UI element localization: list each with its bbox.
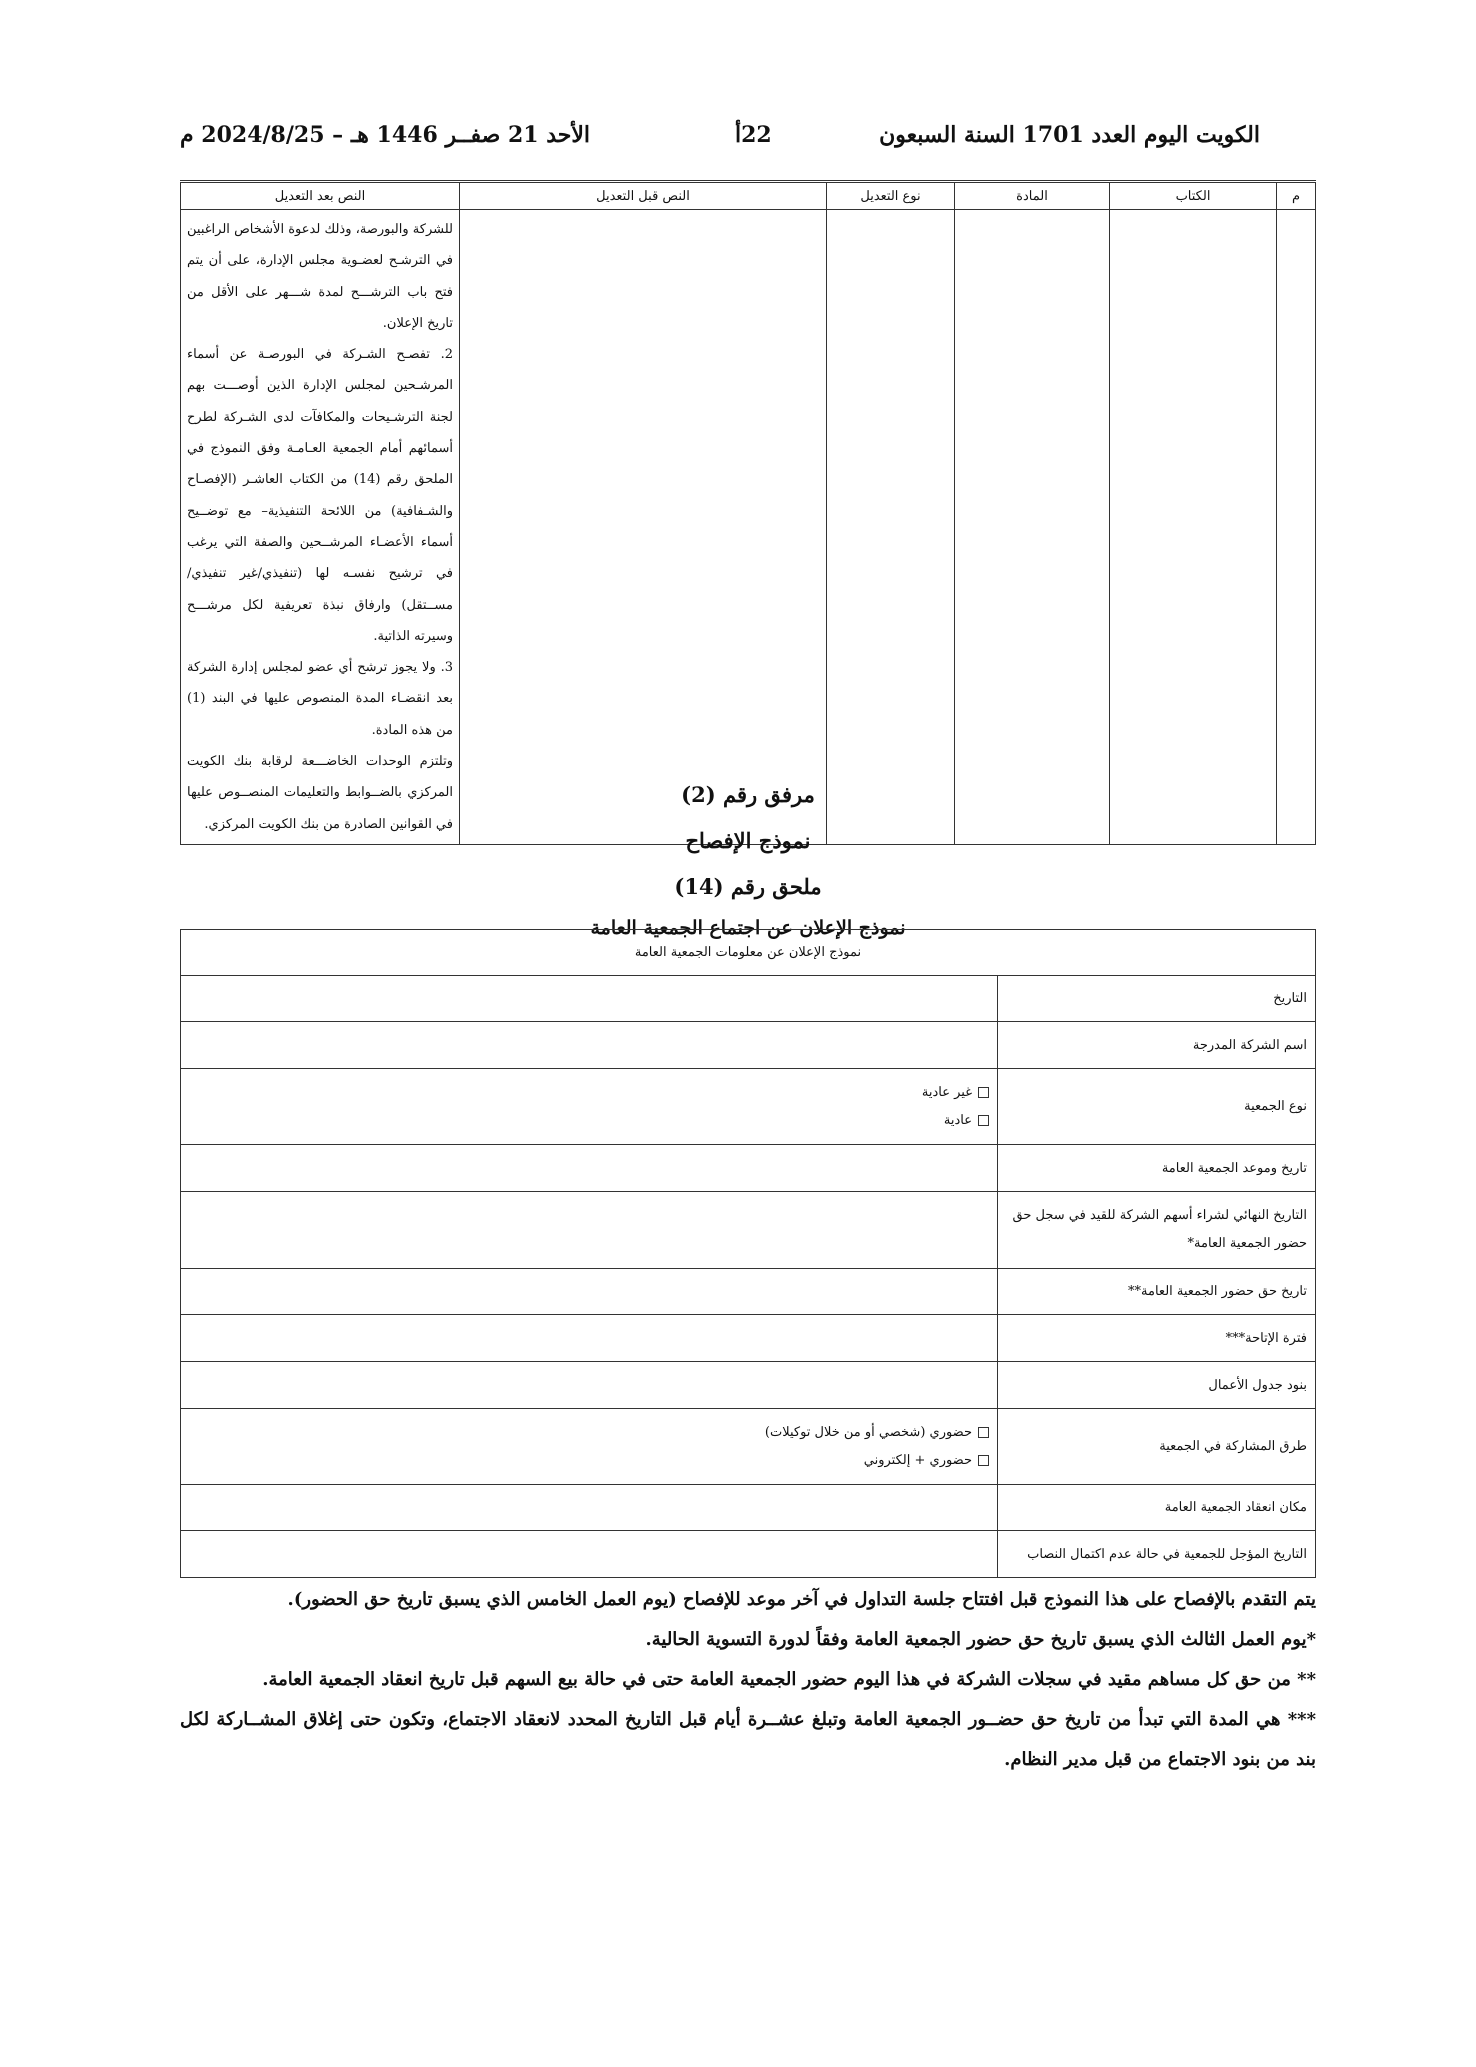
cell-article [955,210,1110,845]
field-value-participation [181,1409,998,1485]
field-label-meeting-type: نوع الجمعية [998,1069,1316,1145]
field-label-postponed-date: التاريخ المؤجل للجمعية في حالة عدم اكتمال النصاب [998,1531,1316,1578]
field-value-company[interactable] [181,1022,998,1069]
form-row [181,1069,1316,1145]
field-value-record-date[interactable] [181,1269,998,1315]
footnote: يتم التقدم بالإفصاح على هذا النموذج قبل افتتاح جلسة التداول في آخر موعد للإفصاح (يوم العمل الخامس الذي يسبق تاريخ حق الحضور). [287,1589,1316,1610]
field-value-meeting-datetime[interactable] [181,1145,998,1192]
checkbox[interactable] [978,1427,989,1438]
announcement-form [180,929,1316,1578]
amendment-table [180,180,1316,845]
option-in-person-electronic[interactable] [189,1447,989,1475]
option-label: غير عادية [921,1084,972,1100]
after-text-para: وتلتزم الوحدات الخاضـــعة لرقابة بنك الكويت المركزي بالضــوابط والتعليمات المنصــوص عليها في القوانين الصادرة من بنك الكويت المركزي. [187,754,453,832]
option-ordinary[interactable] [189,1107,989,1135]
after-text-para: 3. ولا يجوز ترشح أي عضو لمجلس إدارة الشركة بعد انقضـاء المدة المنصوص عليها في البند (1) من هذه المادة. [187,660,453,738]
field-value-venue[interactable] [181,1485,998,1531]
form-row [181,1362,1316,1409]
issue-info: الكويت اليوم العدد 1701 السنة السبعون [879,122,1260,148]
footnote: ** من حق كل مساهم مقيد في سجلات الشركة في هذا اليوم حضور الجمعية العامة حتى في حالة بيع السهم قبل تاريخ انعقاد الجمعية العامة. [262,1669,1316,1690]
page-header [180,122,1260,158]
issue-date: الأحد 21 صفــر 1446 هـ – 2024/8/25 م [180,122,591,148]
option-in-person[interactable] [189,1419,989,1447]
field-label-agenda: بنود جدول الأعمال [998,1362,1316,1409]
form-title: نموذج الإعلان عن معلومات الجمعية العامة [181,930,1316,976]
col-header-book: الكتاب [1110,182,1277,210]
col-header-text-after: النص بعد التعديل [181,182,460,210]
option-label: عادية [943,1112,972,1128]
form-row [181,1409,1316,1485]
field-label-venue: مكان انعقاد الجمعية العامة [998,1485,1316,1531]
field-label-meeting-datetime: تاريخ وموعد الجمعية العامة [998,1145,1316,1192]
cell-amend-type [827,210,955,845]
form-row [181,1531,1316,1578]
field-value-agenda[interactable] [181,1362,998,1409]
option-extraordinary[interactable] [189,1079,989,1107]
field-value-date[interactable] [181,976,998,1022]
page-number: 22أ [735,122,772,148]
table-row [181,210,1316,845]
model-title: نموذج الإفصاح [685,828,811,853]
field-label-last-purchase-date: التاريخ النهائي لشراء أسهم الشركة للقيد في سجل حق حضور الجمعية العامة* [998,1192,1316,1269]
field-label-company: اسم الشركة المدرجة [998,1022,1316,1069]
checkbox[interactable] [978,1087,989,1098]
cell-text-after [181,210,460,845]
form-row [181,976,1316,1022]
field-value-availability-period[interactable] [181,1315,998,1362]
form-row [181,1192,1316,1269]
cell-number [1277,210,1316,845]
footnote: *يوم العمل الثالث الذي يسبق تاريخ حق حضور الجمعية العامة وفقاً لدورة التسوية الحالية. [645,1629,1316,1650]
field-value-meeting-type [181,1069,998,1145]
checkbox[interactable] [978,1455,989,1466]
option-label: حضوري (شخصي أو من خلال توكيلات) [764,1424,972,1440]
field-label-record-date: تاريخ حق حضور الجمعية العامة** [998,1269,1316,1315]
field-value-last-purchase-date[interactable] [181,1192,998,1269]
footnotes [180,1580,1316,1780]
annex-title: ملحق رقم (14) [674,874,822,899]
after-text-para: للشركة والبورصة، وذلك لدعوة الأشخاص الراغبين في الترشـح لعضـوية مجلس الإدارة، على أن يتم فتح باب الترشـــح لمدة شـــهر على الأقل من تاريخ الإعلان. [187,222,453,331]
cell-text-before [460,210,827,845]
col-header-text-before: النص قبل التعديل [460,182,827,210]
section-titles [180,772,1316,946]
field-label-date: التاريخ [998,976,1316,1022]
footnote: *** هي المدة التي تبدأ من تاريخ حق حضــور الجمعية العامة وتبلغ عشــرة أيام قبل التاريخ المحدد لانعقاد الاجتماع، وتكون حتى إغلاق المشــاركة لكل بند من بنود الاجتماع من قبل مدير النظام. [180,1709,1316,1770]
checkbox[interactable] [978,1115,989,1126]
form-heading: نموذج الإعلان عن اجتماع الجمعية العامة [590,917,906,939]
form-row [181,1145,1316,1192]
col-header-number: م [1277,182,1316,210]
col-header-article: المادة [955,182,1110,210]
form-row [181,1315,1316,1362]
option-label: حضوري + إلكتروني [863,1452,972,1468]
col-header-amend-type: نوع التعديل [827,182,955,210]
form-row [181,1269,1316,1315]
cell-book [1110,210,1277,845]
after-text-para: 2. تفصـح الشـركة في البورصـة عن أسماء المرشـحين لمجلس الإدارة الذين أوصـــت بهم لجنة الترشـيحات والمكافآت لدى الشـركة لطرح أسمائهم أمام الجمعية العـامـة وفق النموذج في الملحق رقم (14) من الكتاب العاشـر (الإفصـاح والشـفافية) من اللائحة التنفيذية– مع توضــيح أسماء الأعضـاء المرشــحين والصفة التي يرغب في ترشيح نفسـه لها (تنفيذي/غير تنفيذي/مســتقل) وارفاق نبذة تعريفية لكل مرشـــح وسيرته الذاتية. [187,347,453,644]
field-label-availability-period: فترة الإتاحة*** [998,1315,1316,1362]
field-label-participation: طرق المشاركة في الجمعية [998,1409,1316,1485]
field-value-postponed-date[interactable] [181,1531,998,1578]
attachment-title: مرفق رقم (2) [681,782,815,807]
form-row [181,1022,1316,1069]
form-row [181,1485,1316,1531]
